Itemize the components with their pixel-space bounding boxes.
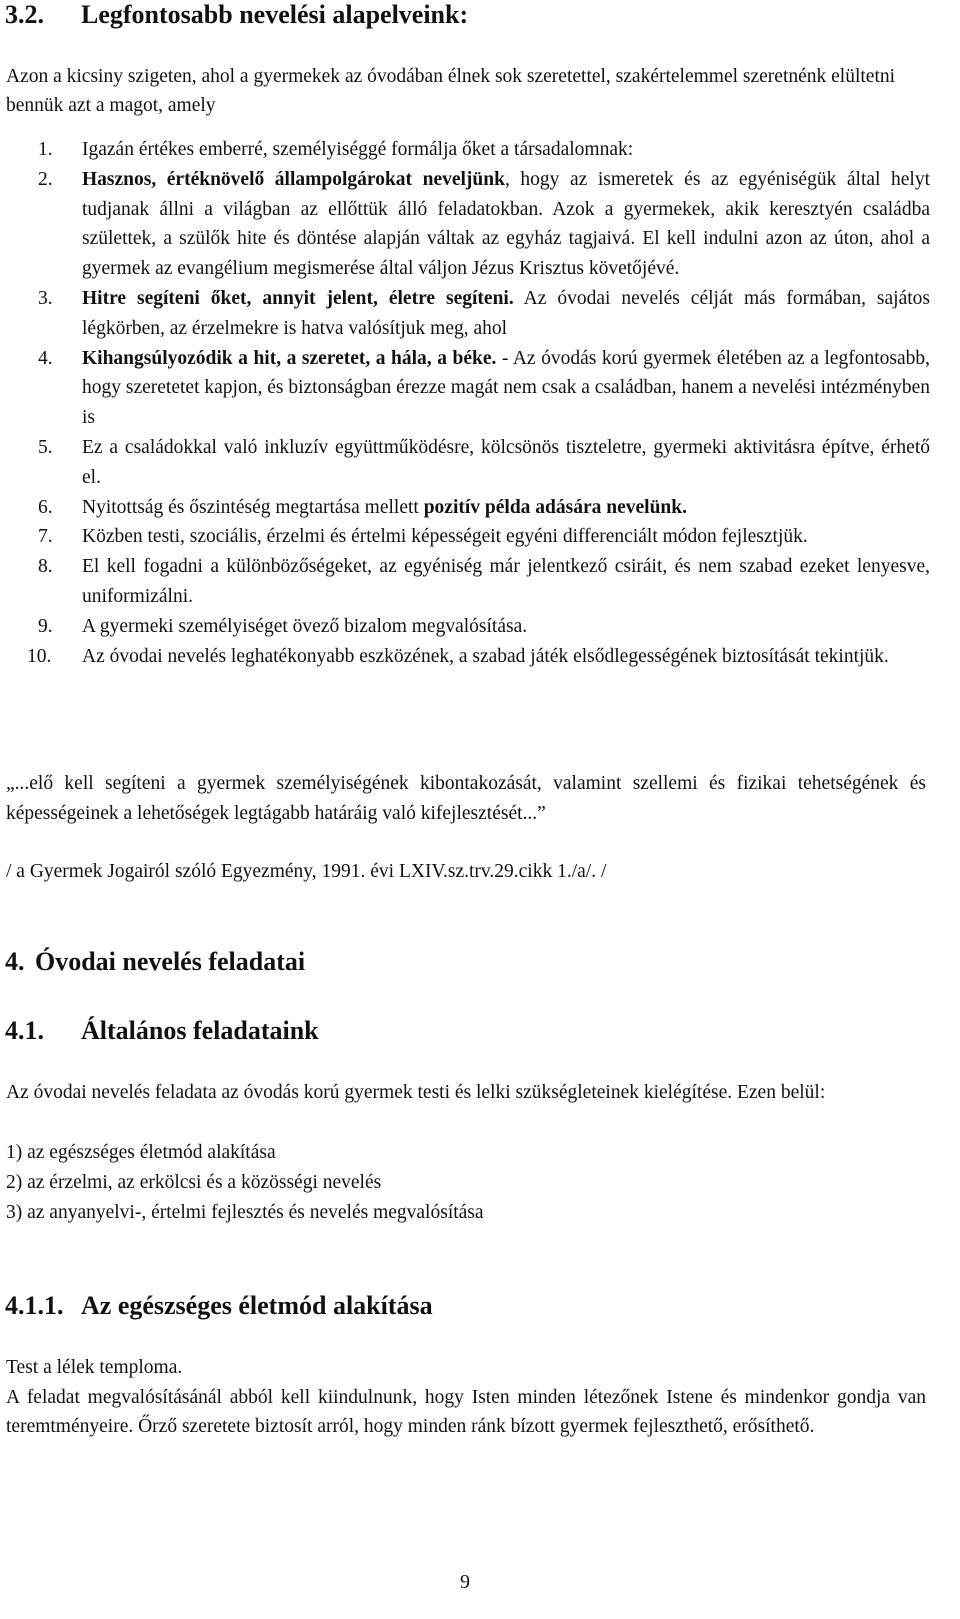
list-item-number: 7. (38, 526, 53, 548)
list-item-number: 6. (38, 496, 53, 518)
list-item (0, 284, 930, 344)
list-item-number: 1. (38, 139, 53, 160)
section-3-2-heading (5, 0, 468, 30)
section-4-1-heading (5, 1016, 319, 1046)
list-item-number: 4. (38, 347, 53, 369)
principles-list (0, 135, 930, 671)
rights-quote: „...elő kell segíteni a gyermek személyiségének kibontakozását, valamint szellemi és fizikai tehetségének és képességeinek a lehetőségek legtágabb határáig való kifejlesztését...” (6, 773, 926, 824)
list-item (0, 493, 930, 523)
section-4-1-1-heading (5, 1291, 433, 1321)
list-item-bold-text: Hasznos, értéknövelő állampolgárokat neveljünk (82, 168, 505, 190)
list-item (0, 642, 930, 672)
page-number: 9 (460, 1571, 470, 1593)
section-4-1-intro: Az óvodai nevelés feladata az óvodás korú gyermek testi és lelki szükségleteinek kielégítése. Ezen belül: (6, 1082, 826, 1103)
list-item (0, 522, 930, 552)
list-item-number: 2. (38, 168, 53, 190)
task-item: 1) az egészséges életmód alakítása (6, 1142, 276, 1163)
list-item-text: , hogy az ismeretek és az egyéniségük által helyt tudjanak állni a világban az ellőttük álló feladatokban. Azok a gyermekek, akik keresztyén családba születtek, a szülők hite és döntése alapján váltak az egyház tagjaivá. El kell indulni azon az úton, ahol a gyermek az evangélium megismerése által váljon Jézus Krisztus követőjévé. (82, 168, 930, 280)
list-item-text: - Az óvodás korú gyermek életében az a legfontosabb, hogy szeretetet kapjon, és biztonságban érezze magát nem csak a családban, hanem a nevelési intézményben is (82, 347, 930, 429)
list-item (0, 552, 930, 612)
list-item (0, 135, 930, 165)
section-4-1-number: 4.1. (5, 1016, 44, 1045)
section-4-heading (5, 947, 305, 977)
task-item: 2) az érzelmi, az erkölcsi és a közösségi nevelés (6, 1172, 382, 1193)
list-item-number: 8. (38, 556, 53, 578)
section-3-2-number: 3.2. (5, 0, 44, 29)
list-item (0, 612, 930, 642)
quote-reference: / a Gyermek Jogairól szóló Egyezmény, 1991. évi LXIV.sz.trv.29.cikk 1./a/. / (6, 861, 607, 882)
section-4-1-1-title: Az egészséges életmód alakítása (81, 1291, 433, 1320)
list-item-text: Az óvodai nevelés célját más formában, sajátos légkörben, az érzelmekre is hatva valósítjuk meg, ahol (82, 287, 930, 339)
section-4-1-1-lead: Test a lélek temploma. (6, 1357, 183, 1378)
list-item (0, 433, 930, 493)
list-item-bold-text: Hitre segíteni őket, annyit jelent, életre segíteni. (82, 287, 514, 309)
section-4-1-1-number: 4.1.1. (5, 1291, 64, 1320)
list-item-text: Az óvodai nevelés leghatékonyabb eszközének, a szabad játék elsődlegességének biztosítását tekintjük. (82, 645, 889, 667)
list-item (0, 344, 930, 433)
section-4-1-title: Általános feladataink (81, 1016, 319, 1045)
list-item-text: Közben testi, szociális, érzelmi és értelmi képességeit egyéni differenciált módon fejlesztjük. (82, 526, 808, 548)
section-3-2-title: Legfontosabb nevelési alapelveink: (81, 0, 469, 29)
list-item-text: Igazán értékes emberré, személyiséggé formálja őket a társadalomnak: (82, 139, 634, 160)
section-4-number: 4. (5, 947, 25, 976)
list-item-text: El kell fogadni a különbözőségeket, az egyéniség már jelentkező csiráit, és nem szabad ezeket lenyesve, uniformizálni. (82, 556, 930, 607)
list-item-text: Ez a családokkal való inkluzív együttműködésre, kölcsönös tiszteletre, gyermeki aktivitásra építve, érhető el. (82, 436, 930, 488)
task-item: 3) az anyanyelvi-, értelmi fejlesztés és nevelés megvalósítása (6, 1202, 484, 1223)
list-item (0, 165, 930, 284)
section-4-1-1-body: A feladat megvalósításánál abból kell kiindulnunk, hogy Isten minden létezőnek Istene és mindenkor gondja van teremtményeire. Őrző szeretete biztosít arról, hogy minden ránk bízott gyermek fejleszthető, erősíthető. (6, 1387, 926, 1437)
list-item-number: 10. (27, 645, 52, 667)
list-item-number: 5. (38, 436, 53, 458)
list-item-bold-text: Kihangsúlyozódik a hit, a szeretet, a hála, a béke. (82, 347, 497, 369)
section-4-title: Óvodai nevelés feladatai (35, 947, 306, 976)
list-item-bold-text: pozitív példa adására nevelünk. (423, 496, 687, 518)
list-item-number: 3. (38, 287, 53, 309)
section-3-2-intro: Azon a kicsiny szigeten, ahol a gyermekek az óvodában élnek sok szeretettel, szakértelemmel szeretnénk elültetni bennük azt a magot, amely (6, 66, 896, 116)
list-item-number: 9. (38, 615, 53, 637)
list-item-text: Nyitottság és őszintéség megtartása mellett (82, 496, 424, 518)
list-item-text: A gyermeki személyiséget övező bizalom megvalósítása. (82, 615, 528, 637)
